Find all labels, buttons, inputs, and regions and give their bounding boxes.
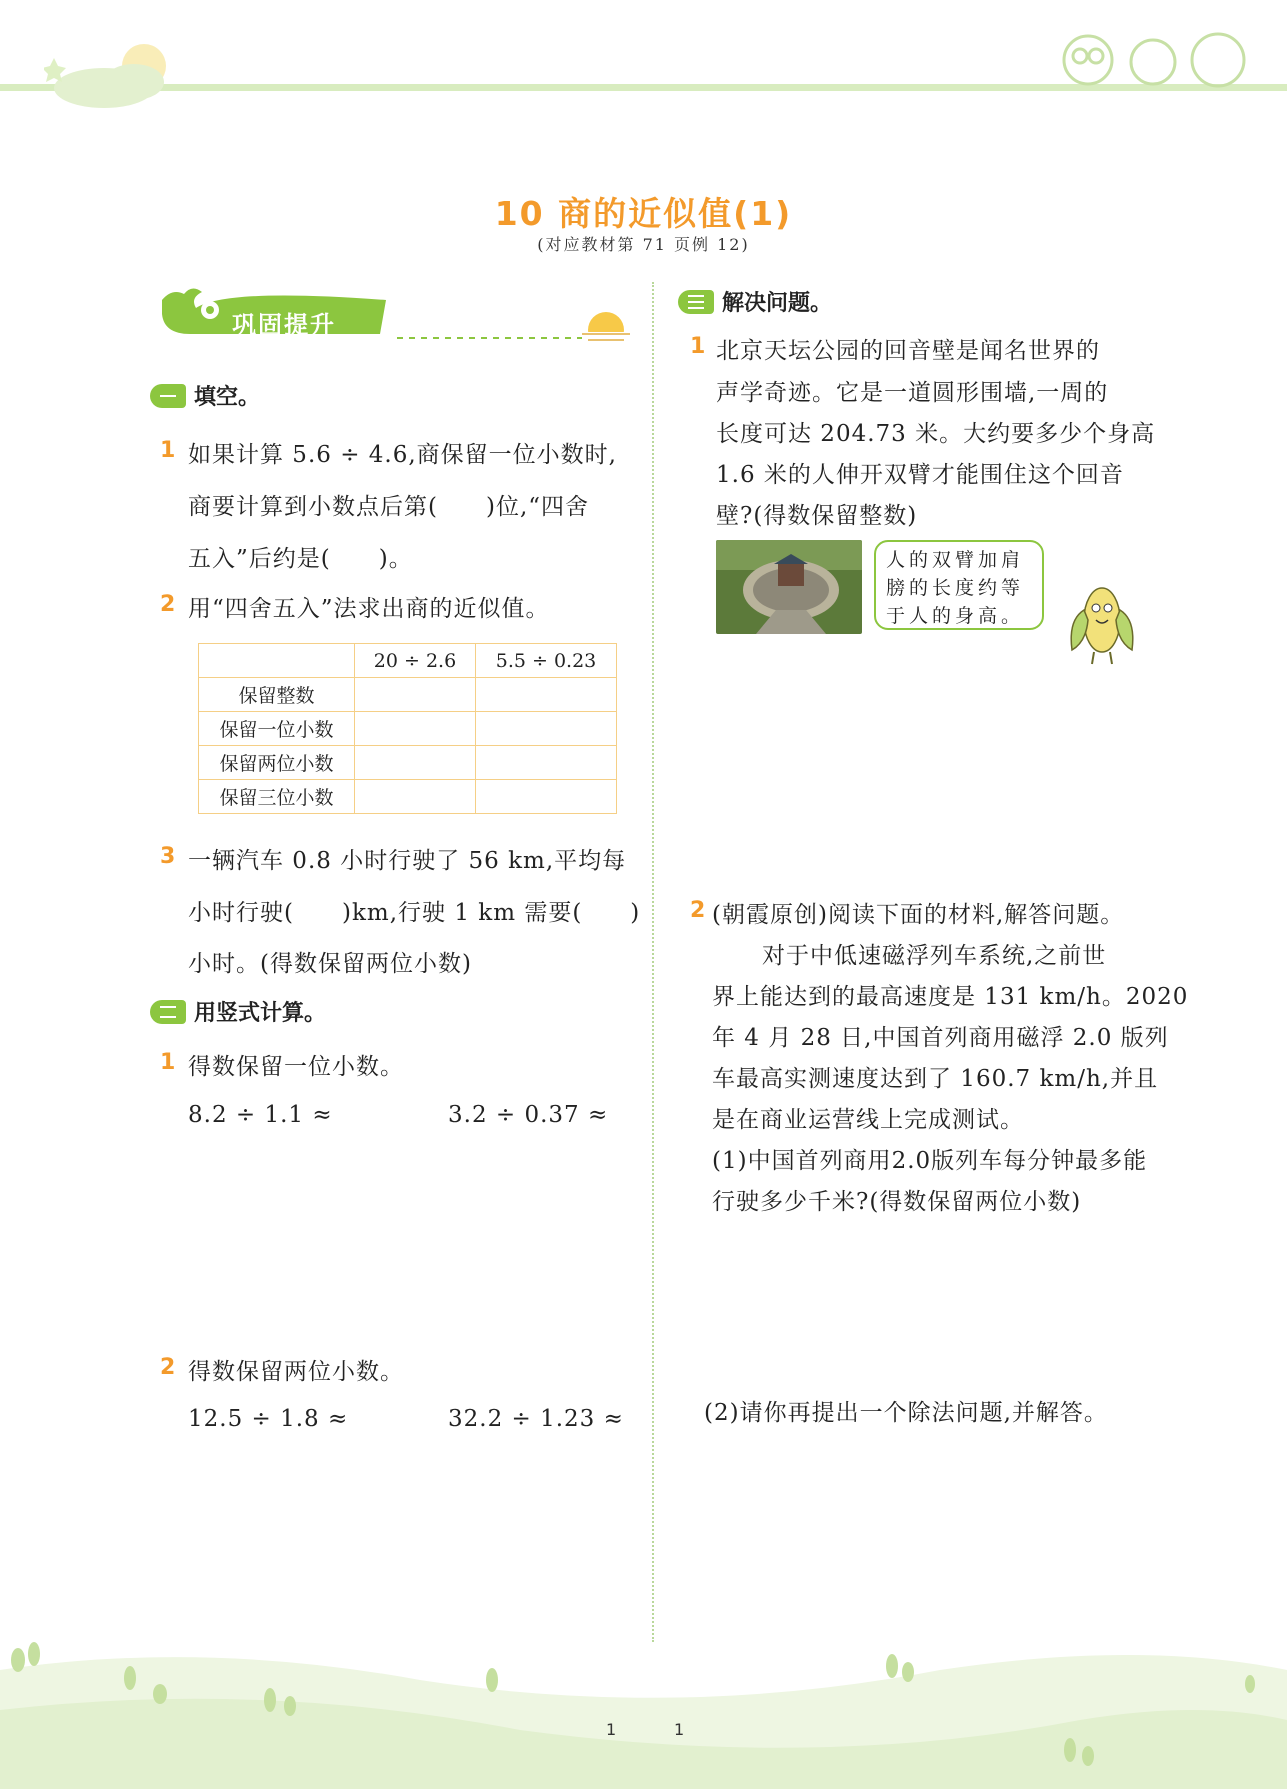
corn-mascot-icon (1062, 570, 1142, 666)
answer-cell[interactable] (355, 712, 476, 746)
s3-q2-line-6: 是在商业运营线上完成测试。 (712, 1107, 1024, 1133)
table-header-cell: 5.5 ÷ 0.23 (476, 644, 617, 678)
s3-q1-line-1: 北京天坛公园的回音壁是闻名世界的 (716, 338, 1100, 364)
s3-q1-line-5: 壁?(得数保留整数) (716, 503, 918, 529)
question-number: 2 (160, 592, 176, 617)
page-number-right: 1 (674, 1720, 685, 1739)
table-row-label: 保留整数 (199, 678, 355, 712)
q3-line-1: 一辆汽车 0.8 小时行驶了 56 km,平均每 (188, 848, 627, 874)
section-2-label: 用竖式计算。 (194, 1001, 327, 1026)
q1-line-3: 五入”后约是( )。 (188, 546, 413, 572)
s3-q2-line-3: 界上能达到的最高速度是 131 km/h。2020 (712, 984, 1189, 1010)
s3-q2-line-1: (朝霞原创)阅读下面的材料,解答问题。 (712, 902, 1125, 928)
page-subtitle: (对应教材第 71 页例 12) (537, 235, 750, 254)
temple-of-heaven-photo (716, 540, 862, 634)
s3-q2-line-2: 对于中低速磁浮列车系统,之前世 (762, 943, 1107, 969)
answer-cell[interactable] (355, 678, 476, 712)
s3-q2-part2: (2)请你再提出一个除法问题,并解答。 (704, 1400, 1108, 1426)
answer-cell[interactable] (355, 746, 476, 780)
table-header-cell (199, 644, 355, 678)
section-banner (152, 280, 632, 350)
question-number: 1 (160, 438, 176, 463)
question-number: 3 (160, 844, 176, 869)
approximation-table (198, 643, 617, 814)
q3-line-2: 小时行驶( )km,行驶 1 km 需要( ) (188, 900, 641, 926)
s3-q1-line-2: 声学奇迹。它是一道圆形围墙,一周的 (716, 380, 1109, 406)
expression: 32.2 ÷ 1.23 ≈ (448, 1406, 624, 1432)
s3-q1-line-4: 1.6 米的人伸开双臂才能围住这个回音 (716, 462, 1124, 488)
s3-q2-line-4: 年 4 月 28 日,中国首列商用磁浮 2.0 版列 (712, 1025, 1169, 1051)
banner-label: 巩固提升 (232, 311, 336, 339)
expression: 8.2 ÷ 1.1 ≈ (188, 1102, 333, 1128)
table-row-label: 保留一位小数 (199, 712, 355, 746)
section-one-badge-icon (150, 384, 186, 408)
q1-line-1: 如果计算 5.6 ÷ 4.6,商保留一位小数时, (188, 442, 617, 468)
hint-line-2: 膀的长度约等 (886, 577, 1025, 599)
answer-cell[interactable] (476, 780, 617, 814)
section-two-badge-icon (150, 1000, 186, 1024)
table-row-label: 保留三位小数 (199, 780, 355, 814)
question-number: 2 (160, 1355, 176, 1380)
table-row (199, 780, 617, 814)
page-number-left: 1 (606, 1720, 617, 1739)
hint-line-3: 于人的身高。 (886, 605, 1025, 627)
table-row (199, 712, 617, 746)
s2-q1-text: 得数保留一位小数。 (188, 1054, 404, 1080)
table-row-label: 保留两位小数 (199, 746, 355, 780)
hint-bubble (874, 540, 1044, 630)
answer-cell[interactable] (476, 746, 617, 780)
s3-q2-line-8: 行驶多少千米?(得数保留两位小数) (712, 1189, 1082, 1215)
expression: 12.5 ÷ 1.8 ≈ (188, 1406, 349, 1432)
sun-cloud-decoration (44, 38, 174, 108)
question-number: 1 (160, 1050, 176, 1075)
s3-q2-line-7: (1)中国首列商用2.0版列车每分钟最多能 (712, 1148, 1148, 1174)
s3-q2-line-5: 车最高实测速度达到了 160.7 km/h,并且 (712, 1066, 1159, 1092)
question-number: 1 (690, 334, 706, 359)
section-three-badge-icon (678, 290, 714, 314)
hills-footer-decoration (0, 1610, 1287, 1789)
column-divider (652, 282, 654, 1642)
page-title: 10 商的近似值(1) (494, 194, 793, 233)
answer-cell[interactable] (355, 780, 476, 814)
q2-text: 用“四舍五入”法求出商的近似值。 (188, 596, 550, 622)
table-row (199, 746, 617, 780)
table-header-cell: 20 ÷ 2.6 (355, 644, 476, 678)
section-1-heading (150, 380, 260, 411)
animal-faces-decoration (1058, 20, 1258, 90)
s3-q1-line-3: 长度可达 204.73 米。大约要多少个身高 (716, 421, 1156, 447)
table-row (199, 678, 617, 712)
section-3-label: 解决问题。 (722, 291, 833, 316)
hint-line-1: 人的双臂加肩 (886, 549, 1025, 571)
s2-q2-text: 得数保留两位小数。 (188, 1359, 404, 1385)
question-number: 2 (690, 898, 706, 923)
expression: 3.2 ÷ 0.37 ≈ (448, 1102, 609, 1128)
q1-line-2: 商要计算到小数点后第( )位,“四舍 (188, 494, 590, 520)
q3-line-3: 小时。(得数保留两位小数) (188, 951, 472, 977)
section-1-label: 填空。 (194, 385, 261, 410)
answer-cell[interactable] (476, 678, 617, 712)
section-2-heading (150, 996, 326, 1027)
section-3-heading (678, 286, 832, 317)
answer-cell[interactable] (476, 712, 617, 746)
